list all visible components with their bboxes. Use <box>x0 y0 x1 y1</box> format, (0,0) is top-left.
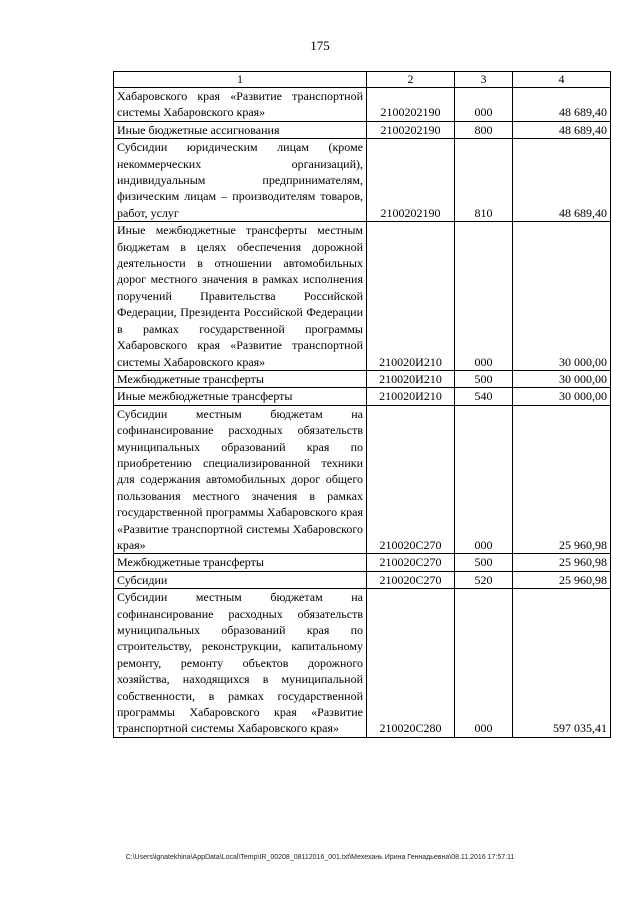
row-group: 500 <box>455 554 513 571</box>
row-code: 2100202190 <box>367 88 455 122</box>
table-row <box>114 554 611 571</box>
header-col-1: 1 <box>114 72 367 88</box>
row-group: 000 <box>455 589 513 738</box>
row-group: 540 <box>455 388 513 405</box>
row-amount: 30 000,00 <box>513 222 611 371</box>
table-row <box>114 589 611 738</box>
row-code: 2100202190 <box>367 121 455 138</box>
row-group: 800 <box>455 121 513 138</box>
row-name: Субсидии <box>114 571 367 588</box>
table-row <box>114 388 611 405</box>
row-name: Иные межбюджетные трансферты <box>114 388 367 405</box>
row-group: 810 <box>455 139 513 222</box>
file-path-footer: C:\Users\ignatekhina\AppData\Local\Temp\IR_00208_08112016_001.txt\Мехехань Ирина Геннадьевна\08.11.2016 17:57:11 <box>125 854 515 861</box>
row-name: Межбюджетные трансферты <box>114 554 367 571</box>
row-code: 2100202190 <box>367 139 455 222</box>
page-number: 175 <box>310 38 330 53</box>
row-code: 210020И210 <box>367 222 455 371</box>
table-row <box>114 88 611 122</box>
row-group: 000 <box>455 405 513 554</box>
row-code: 210020С270 <box>367 554 455 571</box>
row-amount: 48 689,40 <box>513 139 611 222</box>
table-header-row <box>114 72 611 88</box>
row-name: Иные межбюджетные трансферты местным бюджетам в целях обеспечения дорожной деятельности в отношении автомобильных дорог местного значения в рамках исполнения поручений Правительства Российской Федерации, Президента Российской Федерации в рамках государственной программы Хабаровского края «Развитие транспортной системы Хабаровского края» <box>114 222 367 371</box>
table-row <box>114 571 611 588</box>
row-code: 210020С270 <box>367 405 455 554</box>
row-amount: 48 689,40 <box>513 121 611 138</box>
row-code: 210020И210 <box>367 388 455 405</box>
row-group: 520 <box>455 571 513 588</box>
table-row <box>114 370 611 387</box>
row-amount: 30 000,00 <box>513 388 611 405</box>
table-row <box>114 222 611 371</box>
row-name: Иные бюджетные ассигнования <box>114 121 367 138</box>
header-col-2: 2 <box>367 72 455 88</box>
row-amount: 30 000,00 <box>513 370 611 387</box>
row-amount: 25 960,98 <box>513 571 611 588</box>
row-name: Субсидии местным бюджетам на софинансирование расходных обязательств муниципальных образований края по строительству, реконструкции, капитальному ремонту, ремонту объектов дорожного хозяйства, находящихся в муниципальной собственности, в рамках государственной программы Хабаровского края «Развитие транспортной системы Хабаровского края» <box>114 589 367 738</box>
row-code: 210020И210 <box>367 370 455 387</box>
row-group: 000 <box>455 88 513 122</box>
row-amount: 597 035,41 <box>513 589 611 738</box>
table-row <box>114 405 611 554</box>
header-col-3: 3 <box>455 72 513 88</box>
row-amount: 25 960,98 <box>513 405 611 554</box>
row-amount: 25 960,98 <box>513 554 611 571</box>
row-name: Хабаровского края «Развитие транспортной системы Хабаровского края» <box>114 88 367 122</box>
row-code: 210020С270 <box>367 571 455 588</box>
row-name: Субсидии местным бюджетам на софинансирование расходных обязательств муниципальных образований края по приобретению специализированной техники для содержания автомобильных дорог общего пользования местного значения в рамках государственной программы Хабаровского края «Развитие транспортной системы Хабаровского края» <box>114 405 367 554</box>
row-group: 000 <box>455 222 513 371</box>
table-row <box>114 139 611 222</box>
header-col-4: 4 <box>513 72 611 88</box>
row-name: Межбюджетные трансферты <box>114 370 367 387</box>
row-amount: 48 689,40 <box>513 88 611 122</box>
row-name: Субсидии юридическим лицам (кроме некоммерческих организаций), индивидуальным предпринимателям, физическим лицам – производителям товаров, работ, услуг <box>114 139 367 222</box>
row-group: 500 <box>455 370 513 387</box>
table-row <box>114 121 611 138</box>
budget-table <box>113 71 611 738</box>
row-code: 210020С280 <box>367 589 455 738</box>
